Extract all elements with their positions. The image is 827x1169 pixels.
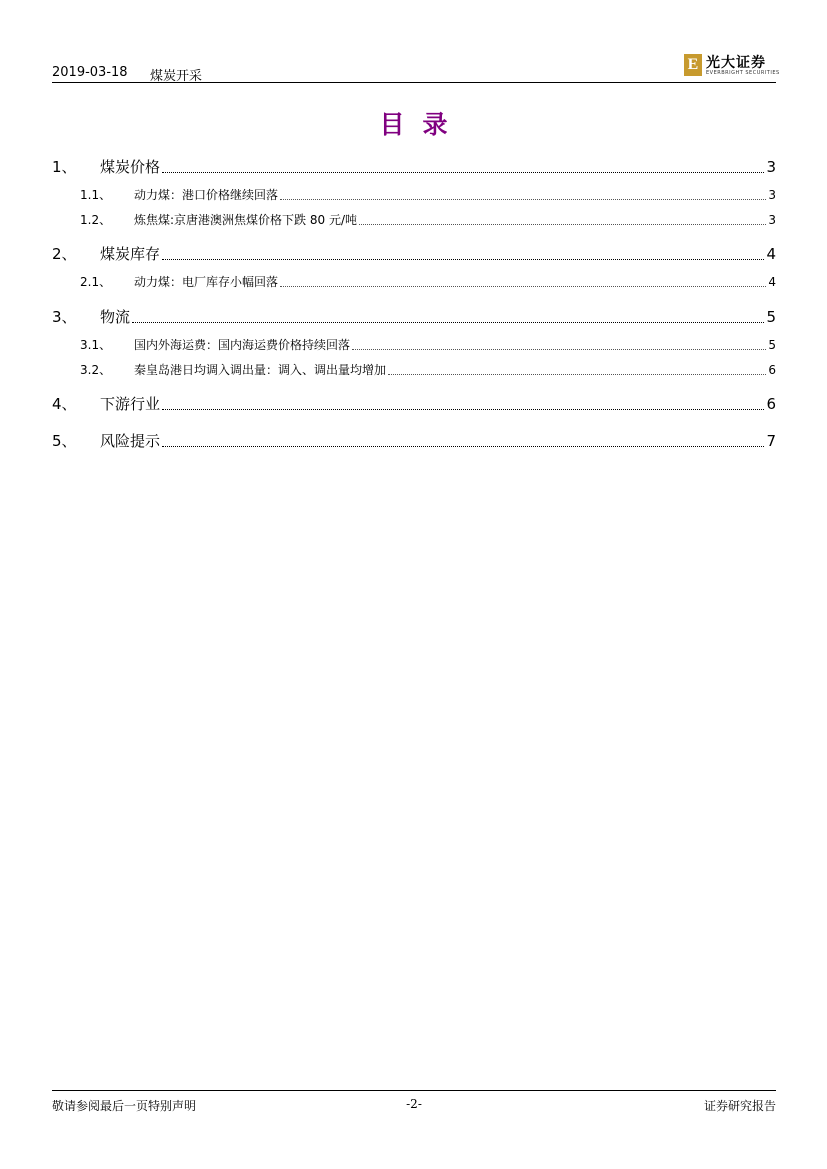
toc-leader-dots <box>162 258 764 260</box>
toc-entry-page: 3 <box>768 188 776 202</box>
toc-entry-page: 5 <box>766 308 776 326</box>
toc-entry-label: 炼焦煤:京唐港澳洲焦煤价格下跌 80 元/吨 <box>134 213 357 227</box>
toc-entry-number: 3、 <box>52 308 77 326</box>
toc-entry-page: 4 <box>766 245 776 263</box>
logo-mark-icon: E <box>684 54 702 76</box>
toc-entry[interactable] <box>52 243 776 265</box>
toc-entry-number: 2、 <box>52 245 77 263</box>
toc-entry-number: 1、 <box>52 158 77 176</box>
toc-entry-page: 6 <box>768 363 776 377</box>
toc-entry-number: 1.2、 <box>80 213 112 227</box>
toc-entry[interactable] <box>52 306 776 328</box>
toc-entry-page: 3 <box>766 158 776 176</box>
toc-entry-label: 煤炭库存 <box>100 245 161 263</box>
toc-entry[interactable] <box>52 393 776 415</box>
toc-entry-page: 7 <box>766 432 776 450</box>
toc-entry[interactable] <box>52 273 776 291</box>
footer-disclaimer: 敬请参阅最后一页特别声明 <box>52 1099 197 1113</box>
toc-entry-label: 动力煤：港口价格继续回落 <box>134 188 279 202</box>
toc-entry-page: 5 <box>768 338 776 352</box>
toc-leader-dots <box>352 348 766 350</box>
toc-entry[interactable] <box>52 211 776 229</box>
toc-entry[interactable] <box>52 361 776 379</box>
page-footer <box>52 1090 776 1121</box>
toc-entry[interactable] <box>52 430 776 452</box>
toc-entry-number: 4、 <box>52 395 77 413</box>
toc-entry-number: 1.1、 <box>80 188 112 202</box>
toc-entry-label: 秦皇岛港日均调入调出量：调入、调出量均增加 <box>134 363 387 377</box>
toc-entry-page: 6 <box>766 395 776 413</box>
report-date: 2019-03-18 <box>52 65 128 80</box>
toc-entry[interactable] <box>52 336 776 354</box>
company-logo <box>684 52 780 78</box>
toc-entry-label: 煤炭价格 <box>100 158 161 176</box>
toc-title: 目录 <box>379 110 466 139</box>
toc-entry-page: 3 <box>768 213 776 227</box>
report-sector: 煤炭开采 <box>150 69 203 84</box>
logo-chinese-name: 光大证券 <box>706 55 766 71</box>
toc-leader-dots <box>359 223 766 225</box>
toc-entry-label: 国内外海运费：国内海运费价格持续回落 <box>134 338 351 352</box>
toc-entry-label: 动力煤：电厂库存小幅回落 <box>134 275 279 289</box>
footer-report-type: 证券研究报告 <box>703 1099 776 1113</box>
toc-entry-number: 3.2、 <box>80 363 112 377</box>
logo-english-name: EVERBRIGHT SECURITIES <box>706 70 780 76</box>
toc-leader-dots <box>132 321 764 323</box>
toc-entry-number: 2.1、 <box>80 275 112 289</box>
toc-entry[interactable] <box>52 186 776 204</box>
toc-leader-dots <box>162 171 764 173</box>
footer-page-number: -2- <box>406 1097 422 1111</box>
toc-leader-dots <box>280 285 766 287</box>
toc-entry-page: 4 <box>768 275 776 289</box>
toc-leader-dots <box>280 198 766 200</box>
toc-leader-dots <box>162 408 764 410</box>
toc-entry-label: 风险提示 <box>100 432 161 450</box>
toc-leader-dots <box>388 373 766 375</box>
toc-entry-label: 物流 <box>100 308 131 326</box>
toc-leader-dots <box>162 445 764 447</box>
page-header <box>52 48 780 84</box>
toc-entry[interactable] <box>52 156 776 178</box>
toc-entry-label: 下游行业 <box>100 395 161 413</box>
toc-entry-number: 5、 <box>52 432 77 450</box>
toc-entry-number: 3.1、 <box>80 338 112 352</box>
